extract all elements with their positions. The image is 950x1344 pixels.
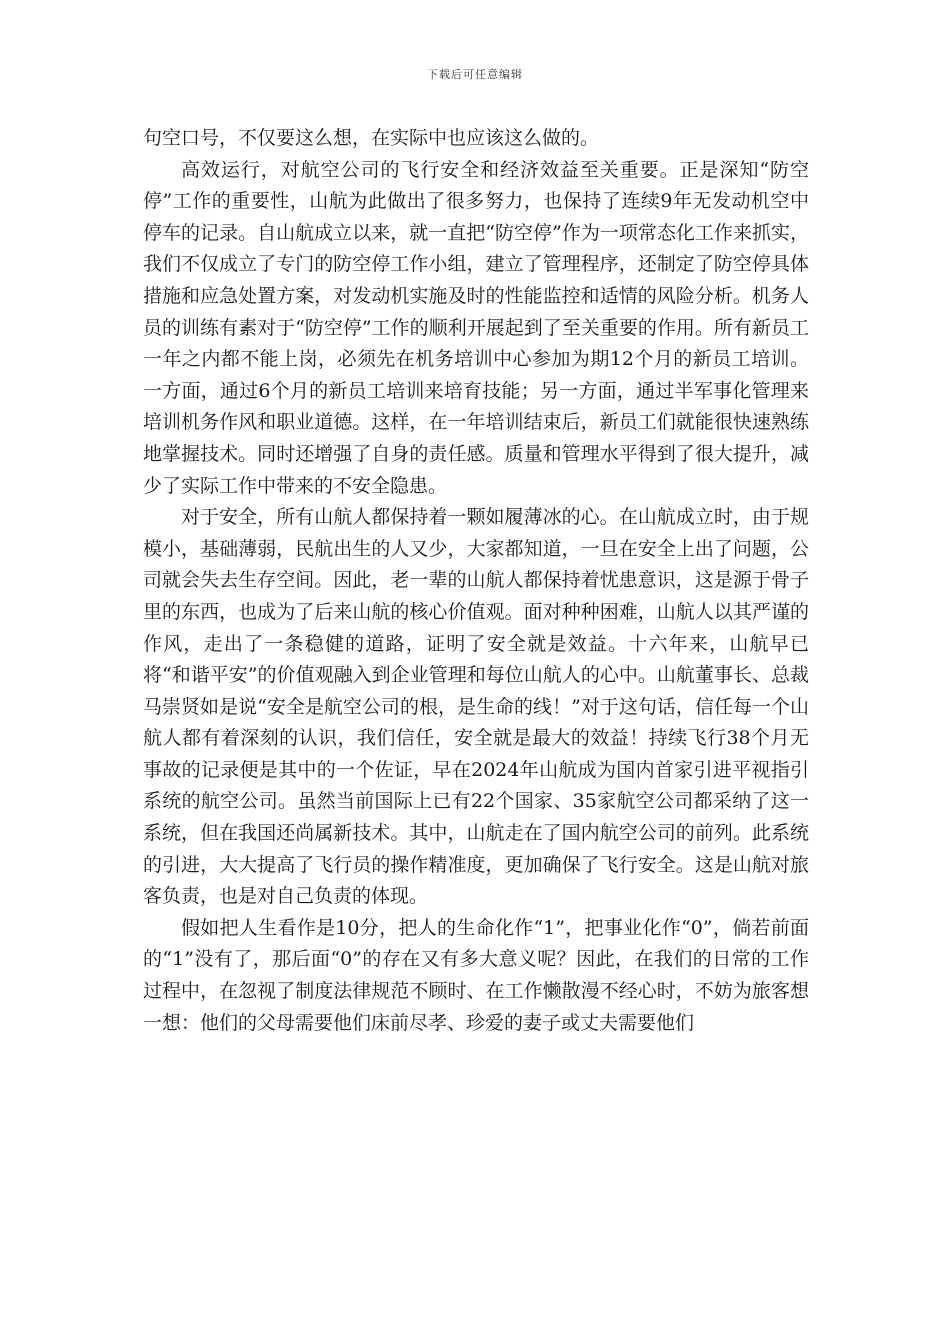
paragraph-life-value: 假如把人生看作是10分，把人的生命化作“1”，把事业化作“0”，倘若前面的“1”没有了，那后面“0”的存在又有多大意义呢？因此，在我们的日常的工作过程中，在忽视了制度法律规范不顾时、在工作懒散漫不经心时，不妨为旅客想一想：他们的父母需要他们床前尽孝、珍爱的妻子或丈夫需要他们 xyxy=(143,916,809,1034)
page-header: 下载后可任意编辑 xyxy=(427,68,523,81)
paragraph-continuation: 句空口号，不仅要这么想，在实际中也应该这么做的。 xyxy=(143,127,600,149)
paragraph-efficiency: 高效运行，对航空公司的飞行安全和经济效益至关重要。正是深知“防空停”工作的重要性，山航为此做出了很多努力，也保持了连续9年无发动机空中停车的记录。自山航成立以来，就一直把“防空停”作为一项常态化工作来抓实，我们不仅成立了专门的防空停工作小组，建立了管理程序，还制定了防空停具体措施和应急处置方案，对发动机实施及时的性能监控和适情的风险分析。机务人员的训练有素对于“防空停”工作的顺利开展起到了至关重要的作用。所有新员工一年之内都不能上岗，必须先在机务培训中心参加为期12个月的新员工培训。一方面，通过6个月的新员工培训来培育技能；另一方面，通过半军事化管理来培训机务作风和职业道德。这样，在一年培训结束后，新员工们就能很快速熟练地掌握技术。同时还增强了自身的责任感。质量和管理水平得到了很大提升，减少了实际工作中带来的不安全隐患。 xyxy=(143,158,809,497)
document-body xyxy=(143,123,809,1039)
paragraph-safety: 对于安全，所有山航人都保持着一颗如履薄冰的心。在山航成立时，由于规模小，基础薄弱，民航出生的人又少，大家都知道，一旦在安全上出了问题，公司就会失去生存空间。因此，老一辈的山航人都保持着忧患意识，这是源于骨子里的东西，也成为了后来山航的核心价值观。面对种种困难，山航人以其严谨的作风，走出了一条稳健的道路，证明了安全就是效益。十六年来，山航早已将“和谐平安”的价值观融入到企业管理和每位山航人的心中。山航董事长、总裁马崇贤如是说“安全是航空公司的根，是生命的线！”对于这句话，信任每一个山航人都有着深刻的认识，我们信任，安全就是最大的效益！持续飞行38个月无事故的记录便是其中的一个佐证，早在2024年山航成为国内首家引进平视指引系统的航空公司。虽然当前国际上已有22个国家、35家航空公司都采纳了这一系统，但在我国还尚属新技术。其中，山航走在了国内航空公司的前列。此系统的引进，大大提高了飞行员的操作精准度，更加确保了飞行安全。这是山航对旅客负责，也是对自己负责的体现。 xyxy=(143,506,809,908)
